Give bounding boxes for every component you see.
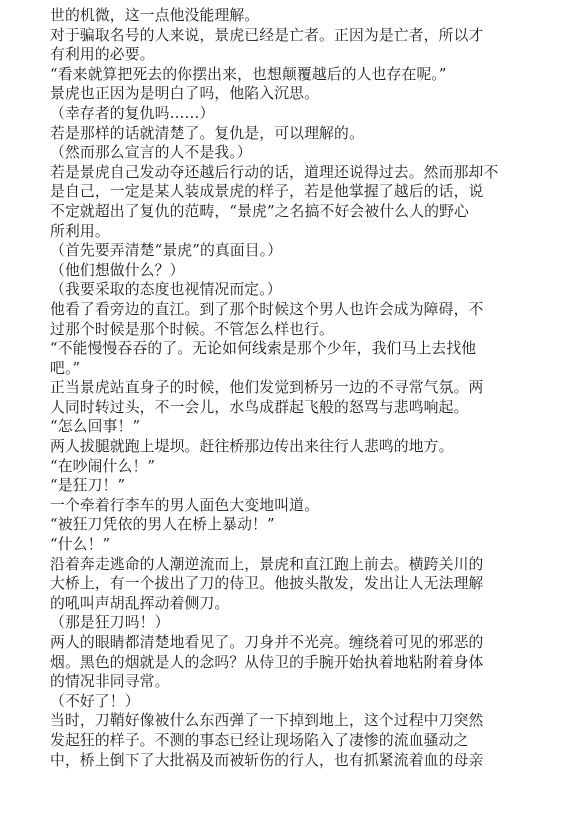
text-line: 若是景虎自己发动夺还越后行动的话，道理还说得过去。然而那却不 [50, 163, 499, 181]
text-line: （然而那么宣言的人不是我。） [50, 144, 252, 162]
text-line: “不能慢慢吞吞的了。无论如何线索是那个少年，我们马上去找他 [50, 340, 477, 358]
text-line: 发起狂的样子。不测的事态已经让现场陷入了凄惨的流血骚动之 [50, 731, 469, 749]
text-line: 两人的眼睛都清楚地看见了。刀身并不光亮。缠绕着可见的邪恶的 [50, 634, 484, 651]
text-line: （他们想做什么？） [50, 261, 185, 279]
text-line: 的吼叫声胡乱挥动着侧刀。 [50, 594, 230, 612]
text-line: （那是狂刀吗！） [50, 614, 170, 632]
text-line: “在吵闹什么！” [50, 457, 156, 475]
text-line: 景虎也正因为是明白了吗，他陷入沉思。 [50, 85, 320, 103]
text-line: 对于骗取名号的人来说，景虎已经是亡者。正因为是亡者，所以才 [50, 26, 484, 44]
text-line: 若是那样的话就清楚了。复仇是，可以理解的。 [50, 124, 364, 142]
text-line: “被狂刀凭依的男人在桥上暴动！” [50, 516, 275, 534]
text-line: （不好了！） [50, 692, 140, 710]
text-line: “是狂刀！” [50, 477, 126, 495]
text-line: 一个牵着行李车的男人面色大变地叫道。 [50, 496, 320, 514]
text-line: “怎么回事！” [50, 418, 141, 436]
text-line: 正当景虎站直身子的时候，他们发觉到桥另一边的不寻常气氛。两 [50, 379, 484, 397]
text-line: 世的机微，这一点他没能理解。 [50, 7, 260, 24]
text-line: 所利用。 [50, 222, 110, 240]
text-line: 沿着奔走逃命的人潮逆流而上，景虎和直江跑上前去。横跨关川的 [50, 555, 484, 573]
text-line: “看来就算把死去的你摆出来，也想颠覆越后的人也存在呢。” [50, 65, 447, 83]
text-line: （首先要弄清楚“景虎”的真面目。） [50, 242, 283, 260]
text-line: （幸存者的复仇吗……） [50, 104, 215, 122]
text-line: 过那个时候是那个时候。不管怎么样也行。 [50, 320, 334, 338]
text-line: 有利用的必要。 [50, 46, 155, 64]
text-line: 是自己，一定是某人装成景虎的样子，若是他掌握了越后的话，说 [50, 183, 484, 201]
text-line: 不定就超出了复仇的范畴，“景虎”之名搞不好会被什么人的野心 [50, 202, 469, 220]
text-line: 吧。” [50, 359, 81, 377]
text-line: 人同时转过头，不一会儿，水鸟成群起飞般的怒骂与悲鸣响起。 [50, 398, 469, 416]
text-line: 烟。黑色的烟就是人的念吗？从侍卫的手腕开始执着地粘附着身体 [50, 653, 484, 671]
text-line: 中，桥上倒下了大批祸及而被斩伤的行人，也有抓紧流着血的母亲 [50, 751, 484, 769]
text-line: 当时，刀鞘好像被什么东西弹了一下掉到地上，这个过程中刀突然 [50, 712, 484, 730]
text-line: 他看了看旁边的直江。到了那个时候这个男人也许会成为障碍，不 [50, 300, 484, 318]
text-line: （我要采取的态度也视情况而定。） [50, 281, 282, 299]
text-line: 的情况非同寻常。 [50, 673, 170, 691]
text-line: “什么！” [50, 536, 111, 554]
text-line: 两人拔腿就跑上堤坝。赶往桥那边传出来往行人悲鸣的地方。 [50, 438, 454, 456]
text-line: 大桥上，有一个拔出了刀的侍卫。他披头散发，发出让人无法理解 [50, 575, 484, 593]
